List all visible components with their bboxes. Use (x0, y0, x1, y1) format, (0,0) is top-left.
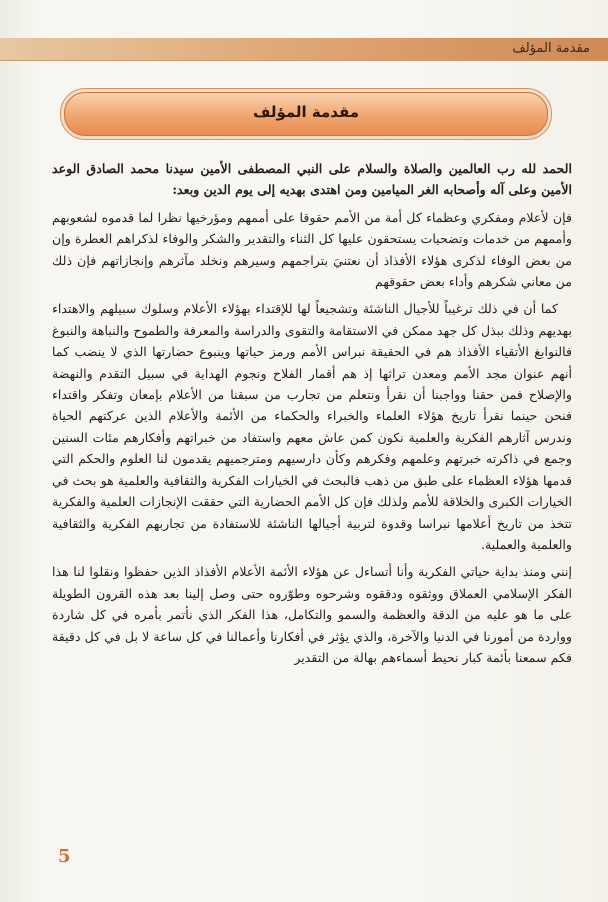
running-head: مقدمة المؤلف (512, 41, 590, 56)
body-text (52, 158, 572, 674)
title-box (64, 92, 548, 136)
page-number: 5 (58, 846, 71, 867)
paragraph: فإن لأعلام ومفكري وعظماء كل أمة من الأمم حقوقا على أممهم ومؤرخيها نظرا لما قدموه لشعوبهم وأممهم من خدمات وتضحيات يستحقون عليها كل الثناء والتقدير والشكر والوفاء لذكراهم العطرة وإن من بعض الوفاء لذكرى هؤلاء الأفذاذ أن نعتنيَ بتراجمهم وسيرهم ونخلد مآثرهم وإنجازاتهم فإن ذلك من معاني شكرهم وأداء بعض حقوقهم (52, 209, 572, 290)
paragraph: كما أن في ذلك ترغيباً للأجيال الناشئة وتشجيعاً لها للإقتداء بهؤلاء الأعلام وسلوك سبيلهم والاهتداء بهديهم وذلك ببذل كل جهد ممكن في الاستقامة والتقوى والدراسة والمعرفة والطموح والنباهة والنبوغ فالنوابغ الأتقياء الأفذاذ هم في الحقيقة نبراس الأمم ورمز حياتها وينبوع حضارتها الذي لا ينضب كما أنهم عنوان مجد الأمم ومعدن تراثها إذ هم أقمار الفلاح ونجوم الهداية في سبيل التقدم والنهضة والإصلاح فمن حقنا وواجبنا أن نقرأ ونتعلم من تجارب من سبقنا من الأعلام بإمعان وتفكر واقتداء فنحن حينما نقرأ تاريخ هؤلاء العلماء والخبراء والحكماء من الأئمة والأعلام الذين عركتهم الحياة وندرس آثارهم الفكرية والعلمية نكون كمن عاش معهم واستفاد من خبراتهم وأفكارهم مئات السنين وجمع في ذاكرته خبرتهم وعلمهم وفكرهم وكأن دارسيهم ومترجميهم يقدمون لنا العلوم والحكم التي قدمها هؤلاء العظماء على طبق من ذهب فالبحث في الخيارات الفكرية والثقافية والعلمية هو بحث في الخيارات الكبرى والخلاقة للأمم ولذلك فإن كل الأمم الحضارية التي حققت الإنجازات العلمية والفكرية تتخذ من تاريخ أعلامها نبراسا وقدوة لتربية أجيالها الناشئة للاستفادة من تجاربهم الفكرية والثقافية والعلمية والعملية. (52, 301, 572, 552)
chapter-title: مقدمة المؤلف (252, 103, 360, 121)
header-rule (0, 60, 608, 61)
paragraph-opening: الحمد لله رب العالمين والصلاة والسلام على النبي المصطفى الأمين سيدنا محمد الصادق الوعد الأمين وعلى آله وأصحابه الغر الميامين ومن اهتدى بهديه إلى يوم الدين وبعد: (52, 161, 572, 198)
paragraph: إنني ومنذ بداية حياتي الفكرية وأنا أتساءل عن هؤلاء الأئمة الأعلام الأفذاذ الذين حفظوا ونقلوا لنا هذا الفكر الإسلامي العملاق ووثقوه ودققوه وشرحوه وطوّروه حتى وصل إلينا بعد هذه القرون الطويلة على ما هو عليه من الدقة والعظمة والسمو والتكامل، هذا الفكر الذي نأتمر بأمره في كل شاردة وواردة من أمورنا في الدنيا والآخرة، والذي يؤثر في أفكارنا وأعمالنا في كل ساعة لا بل في كل دقيقة فكم سمعنا بأئمة كبار نحيط أسماءهم بهالة من التقدير (52, 564, 572, 665)
